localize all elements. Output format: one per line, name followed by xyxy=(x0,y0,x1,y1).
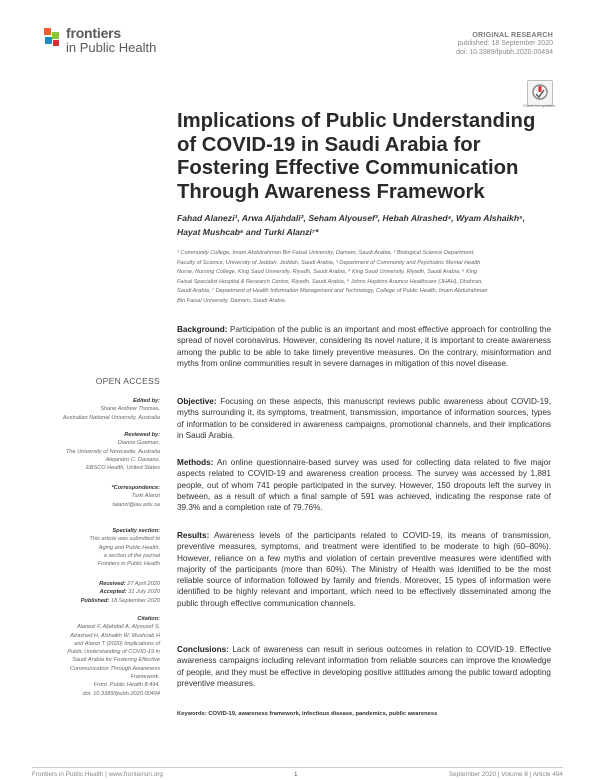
author-line: Fahad Alanezi¹, Arwa Aljahdali², Seham Alyousef³, Hebah Alrashed⁴, Wyam Alshaikh⁵, xyxy=(177,213,525,223)
reviewer-line: Alejandro C. Daviano, xyxy=(105,456,160,463)
title-line: of COVID-19 in Saudi Arabia for xyxy=(177,133,481,156)
specialty-line: This article was submitted to xyxy=(89,536,160,543)
citation-section xyxy=(40,615,160,698)
affiliation-line: Bin Faisal University, Damam, Saudi Arabia xyxy=(177,297,285,304)
frontiers-logo-icon xyxy=(42,26,62,48)
citation-line: and Alanzi T (2020) Implications of xyxy=(74,640,160,647)
footer-divider xyxy=(32,767,563,768)
title-line: Implications of Public Understanding xyxy=(177,110,536,132)
affiliation-line: Faculty of Science, University of Jeddah, Jeddah, Saudi Arabia, ³ Department of Community and Psychiatric Mental Health xyxy=(177,259,481,266)
results-text: Awareness levels of the participants related to COVID-19, its means of transmission, preventive measures, symptoms, and treatment were identified to be moderate to high (60–80%). However, reliance on a few myths and violation of certain preventive measures were identified with majority of the participants (more than 60%). The Ministry of Health was identified to be the most reliable source of information followed by family and friends. Moreover, 15 types of information were identified to be highly relevant and important, which need to be effectively disseminated among the public through effective communication channels. xyxy=(177,531,551,608)
background-label: Background: xyxy=(177,325,228,334)
check-updates-icon xyxy=(528,81,552,105)
edited-by-label: Edited by: xyxy=(132,398,160,404)
reviewer-line: Dianne Goeman, xyxy=(117,440,160,447)
footer-issue-info: September 2020 | Volume 8 | Article 494 xyxy=(448,771,563,778)
author-line: Hayat Mushcab⁶ and Turki Alanzi⁷* xyxy=(177,226,319,237)
specialty-line: Frontiers in Public Health xyxy=(97,561,160,568)
doi-link[interactable]: doi: 10.3389/fpubh.2020.00494 xyxy=(456,49,553,56)
received-date: Received: 27 April 2020 xyxy=(99,581,160,587)
citation-line: Communication Through Awareness xyxy=(69,665,160,672)
abstract-objective xyxy=(177,396,551,441)
conclusions-label: Conclusions: xyxy=(177,645,229,654)
conclusions-text: Lack of awareness can result in serious outcomes in relation to COVID-19. Effective awareness campaigns including relevant information from reliable sources can improve the knowledge of people, and they must be effective in developing positive attitudes among the public toward adopting preventive measures. xyxy=(177,645,551,688)
journal-name-line2: in Public Health xyxy=(66,40,157,55)
title-line: Through Awareness Framework xyxy=(177,180,485,203)
methods-text: An online questionnaire-based survey was used for collecting data related to five major aspects related to COVID-19 and awareness creation process. The survey was accessed by 1,881 people, out of whom 741 people participated in the survey. However, 150 dropouts left the survey in between, as a result of which a final sample of 591 was achieved, indicating the response rate of 39.3% and a completion rate of 79.76%. xyxy=(177,458,551,513)
citation-line: Alrashed H, Alshaikh W, Mushcab H xyxy=(70,632,160,639)
citation-line: Framework. xyxy=(130,674,160,681)
background-text: Participation of the public is an important and most effective approach for controlling the spread of novel coronavirus. However, considering its novel nature, it is important to create awareness among the public to be able to take timely preventive measures. On the contrary, misinformation and myths from online communities result in severe damages in mitigation of this novel disease. xyxy=(177,325,551,368)
article-title xyxy=(177,110,557,204)
check-for-updates-label: Check for updates xyxy=(522,103,556,108)
objective-label: Objective: xyxy=(177,397,217,406)
affiliation-line: Nurse, Nursing College, King Saud University, Riyadh, Saudi Arabia, ⁴ King Saud University, Riyadh, Saudi Arabia, ⁵ King xyxy=(177,269,478,275)
specialty-line: a section of the journal xyxy=(103,552,160,559)
citation-label: Citation: xyxy=(137,616,160,622)
abstract-conclusions xyxy=(177,644,551,689)
abstract-methods xyxy=(177,457,551,513)
dates-section xyxy=(40,580,160,605)
edited-by-section xyxy=(40,397,160,422)
specialty-label: Specialty section: xyxy=(112,528,160,534)
affiliation-line: ¹ Community College, Imam Abdulrahman Bin Faisal University, Damam, Saudi Arabia, ² Biological Science Department, xyxy=(177,250,475,256)
affiliations xyxy=(177,249,555,306)
reviewed-by-section xyxy=(40,431,160,472)
published-date: published: 18 September 2020 xyxy=(457,40,553,47)
accepted-date: Accepted: 31 July 2020 xyxy=(99,589,160,596)
reviewer-line: The University of Newcastle, Australia xyxy=(66,448,160,455)
citation-line: doi: 10.3389/fpubh.2020.00494 xyxy=(82,690,160,697)
affiliation-line: Faisal Specialist Hospital & Research Centre, Riyadh, Saudi Arabia, ⁶ Johns Hopkins Aramco Healthcare (JHAH), Dhahran, xyxy=(177,278,483,285)
specialty-line: Aging and Public Health, xyxy=(98,544,160,551)
article-type: ORIGINAL RESEARCH xyxy=(472,30,553,39)
keywords-text: COVID-19, awareness framework, infectious disease, pandemics, public awareness xyxy=(208,711,438,717)
author-list xyxy=(177,212,557,239)
editor-affiliation: Australian National University, Australia xyxy=(62,414,160,421)
open-access-label: OPEN ACCESS xyxy=(95,376,160,386)
abstract-background xyxy=(177,324,551,369)
methods-label: Methods: xyxy=(177,458,214,467)
results-label: Results: xyxy=(177,531,210,540)
affiliation-line: Saudi Arabia, ⁷ Department of Health Information Management and Technology, College of Public Health, Imam Abdulrahman xyxy=(177,288,488,294)
editor-name: Shane Andrew Thomas, xyxy=(100,406,160,413)
page-number: 1 xyxy=(294,771,298,778)
abstract-results xyxy=(177,530,551,609)
specialty-section xyxy=(40,527,160,568)
correspondent-name: Turki Alanzi xyxy=(131,493,160,500)
keywords xyxy=(177,710,557,718)
keywords-label: Keywords: xyxy=(177,711,207,717)
reviewed-by-label: Reviewed by: xyxy=(124,432,160,438)
title-line: Fostering Effective Communication xyxy=(177,157,519,179)
citation-line: Saudi Arabia for Fostering Effective xyxy=(72,657,160,664)
citation-line: Front. Public Health 8:494. xyxy=(93,682,160,689)
citation-line: Alanezi F, Aljahdali A, Alyousef S, xyxy=(77,624,160,631)
correspondent-email[interactable]: talanzi@iau.edu.sa xyxy=(112,501,160,508)
footer-journal-link[interactable]: Frontiers in Public Health | www.frontiersin.org xyxy=(32,771,163,778)
correspondence-label: *Correspondence: xyxy=(111,485,160,491)
correspondence-section xyxy=(40,484,160,509)
citation-line: Public Understanding of COVID-19 in xyxy=(67,649,160,656)
published-date-sidebar: Published: 18 September 2020 xyxy=(80,597,160,604)
journal-name-line1: frontiers xyxy=(66,25,121,41)
reviewer-line: EBSCO Health, United States xyxy=(86,465,160,472)
objective-text: Focusing on these aspects, this manuscript reviews public awareness about COVID-19, myths surrounding it, its symptoms, treatment, transmission, importance of information sources, types of information to be considered in awareness campaigns, promotional channels, and their implications in Saudi Arabia. xyxy=(177,397,551,440)
